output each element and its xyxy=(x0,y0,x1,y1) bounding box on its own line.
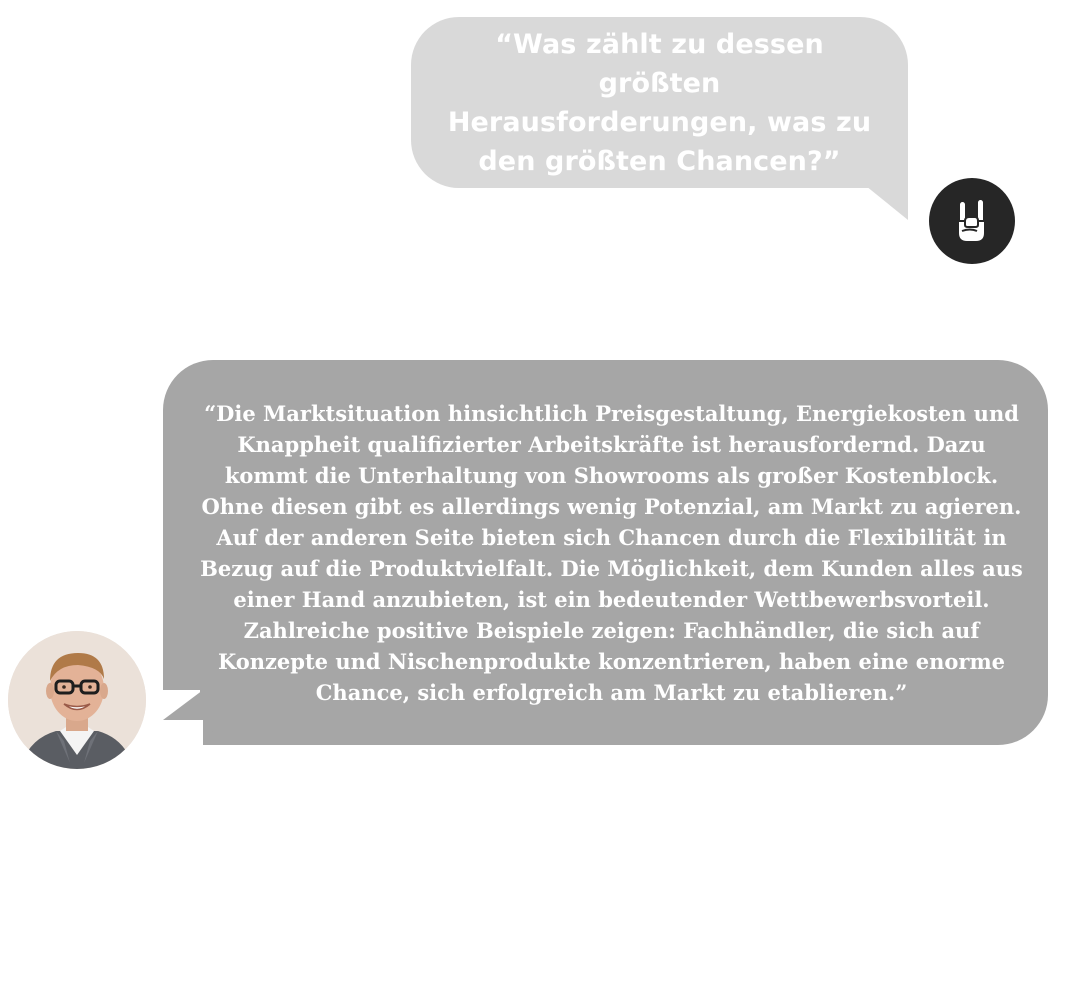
answer-bubble xyxy=(163,360,1048,745)
question-bubble xyxy=(411,17,908,188)
answer-text: “Die Marktsituation hinsichtlich Preisgestaltung, Energiekosten und Knappheit qualifizierter Arbeitskräfte ist herausfordernd. Dazu kommt die Unterhaltung von Showrooms als großer Kostenblock. Ohne diesen gibt es allerdings wenig Potenzial, am Markt zu agieren. Auf der anderen Seite bieten sich Chancen durch die Flexibilität in Bezug auf die Produktvielfalt. Die Möglichkeit, dem Kunden alles aus einer Hand anzubieten, ist ein bedeutender Wettbewerbsvorteil. Zahlreiche positive Beispiele zeigen: Fachhändler, die sich auf Konzepte und Nischenprodukte konzentrieren, haben eine enorme Chance, sich erfolgreich am Markt zu etablieren.” xyxy=(200,400,1023,705)
respondent-portrait xyxy=(8,631,146,769)
person-portrait-image xyxy=(8,631,146,769)
interviewer-avatar xyxy=(929,178,1015,264)
question-text: “Was zählt zu dessen größten Herausforderungen, was zu den größten Chancen?” xyxy=(447,28,872,177)
question-bubble-tail xyxy=(866,186,908,220)
rock-hand-icon xyxy=(952,197,992,245)
answer-bubble-tail xyxy=(163,690,203,720)
